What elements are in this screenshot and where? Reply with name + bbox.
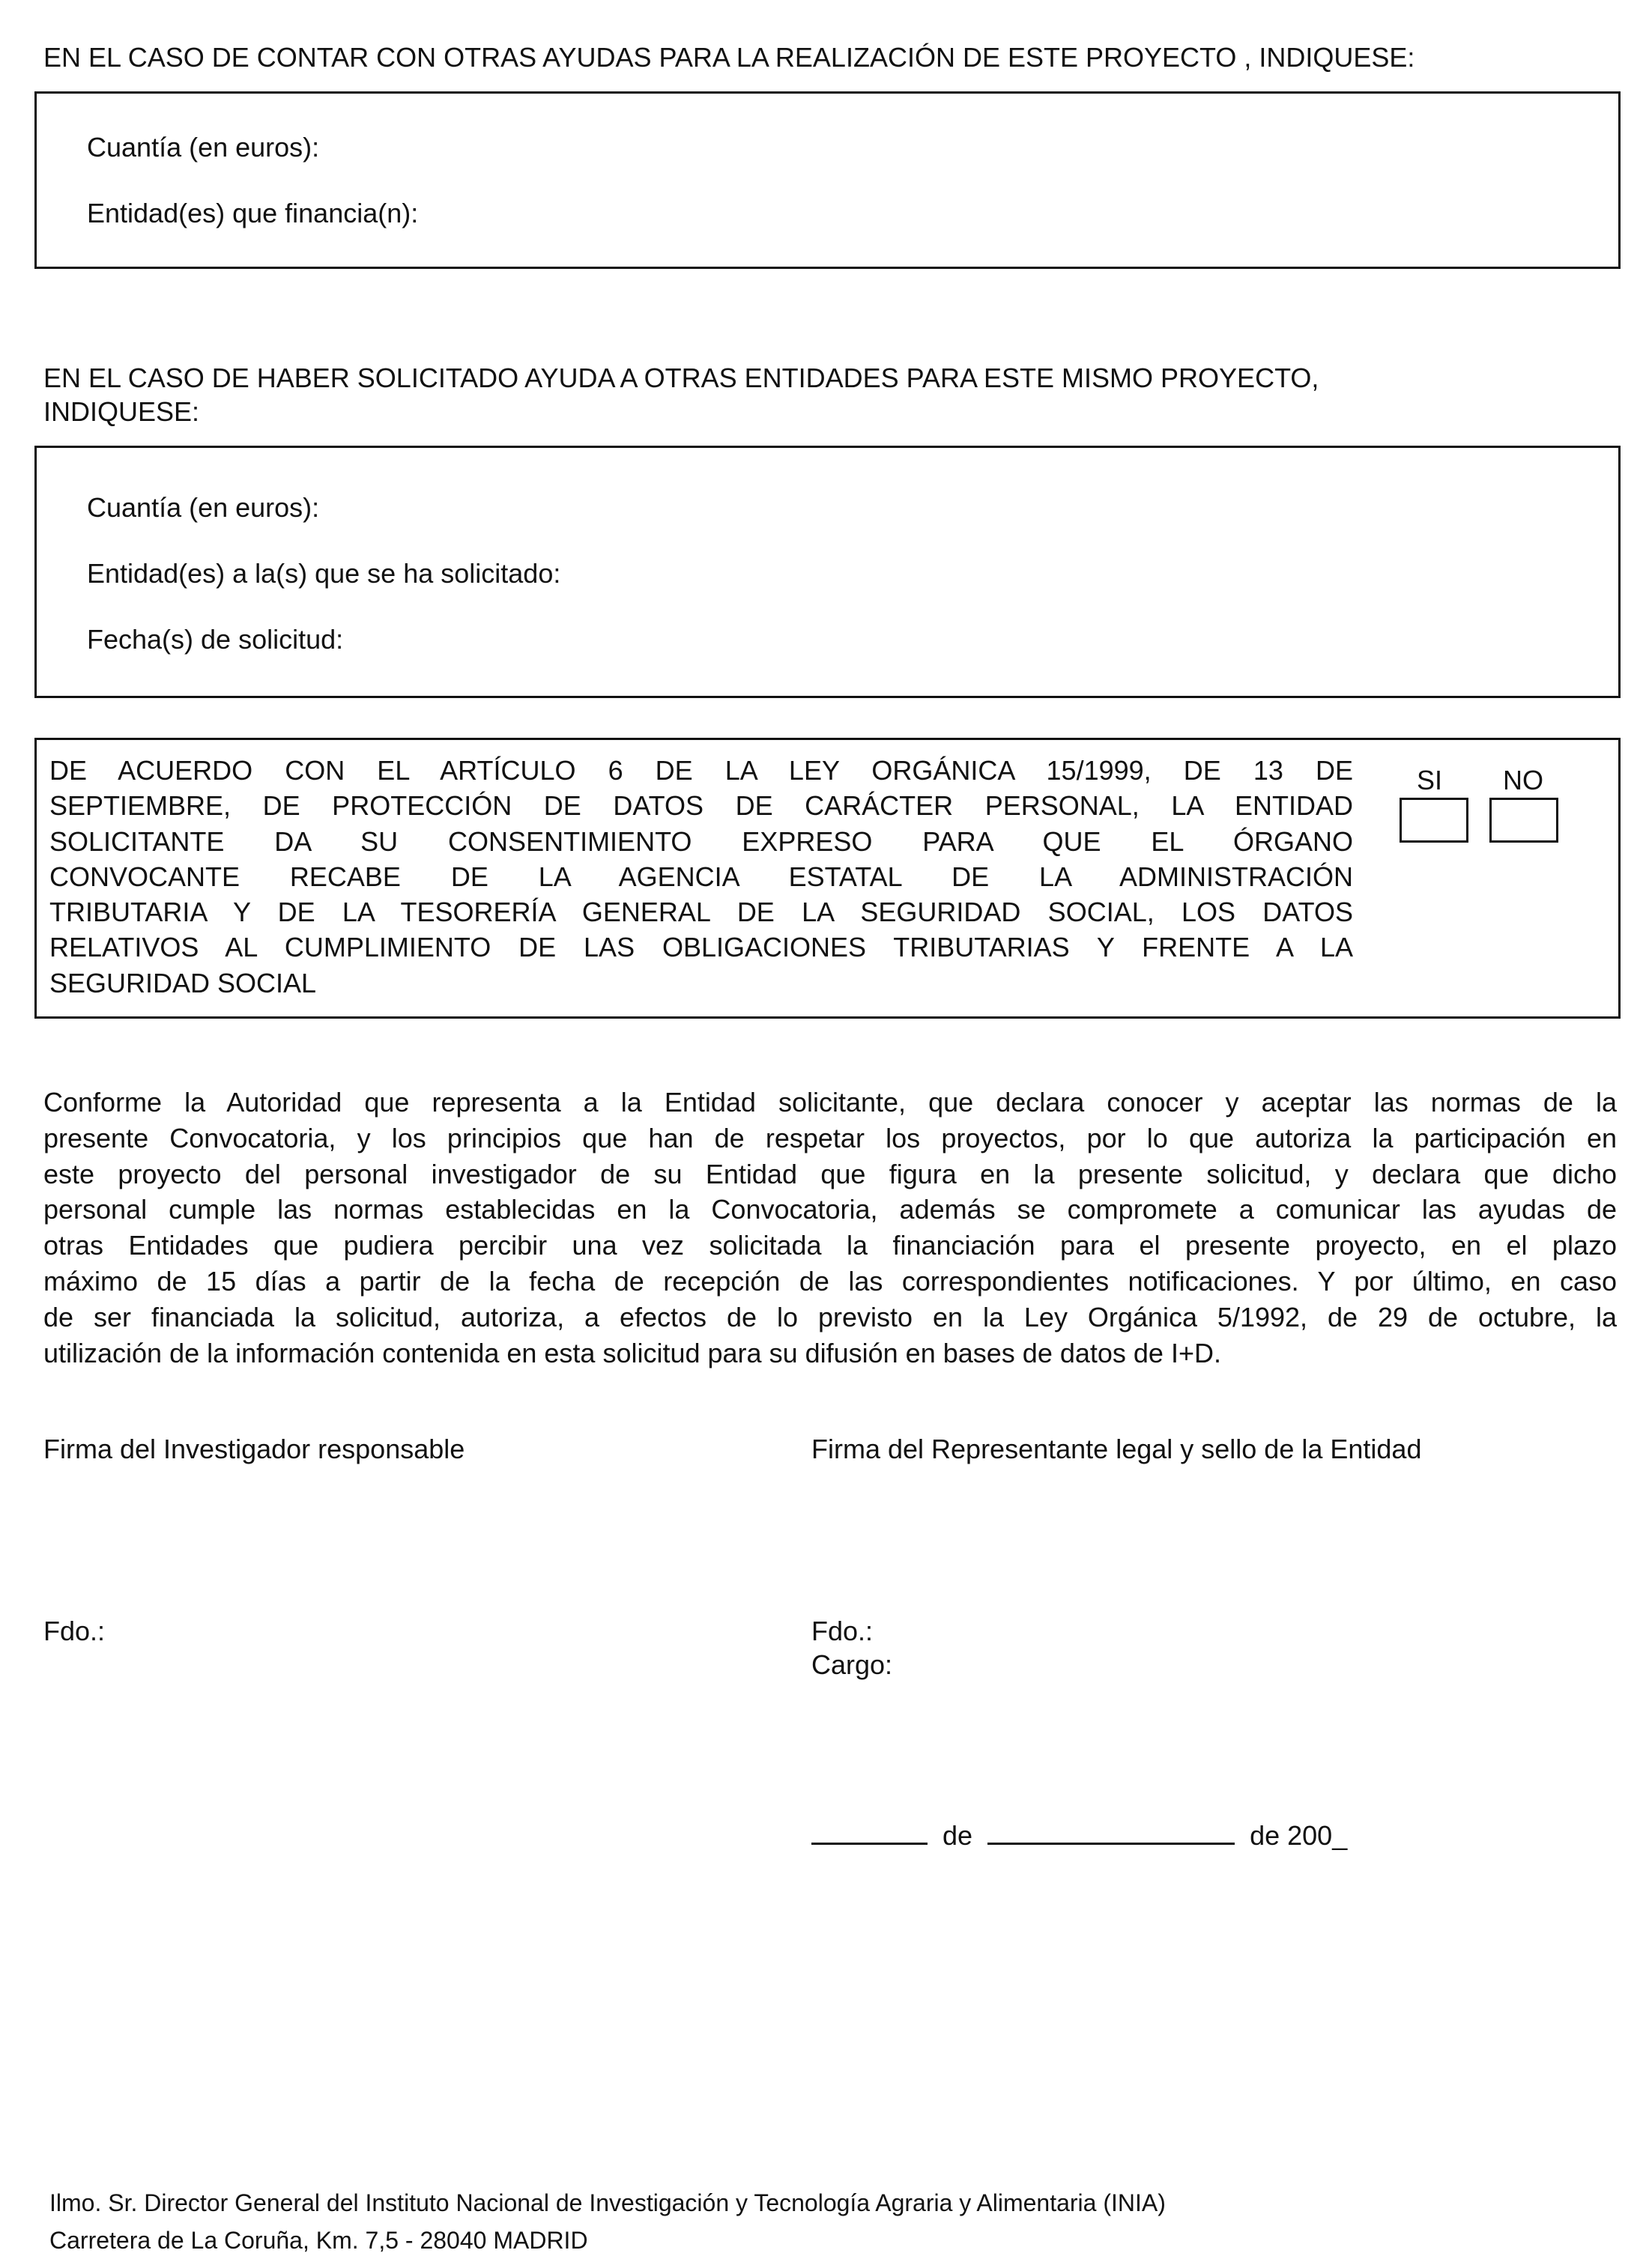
consent-line: DE ACUERDO CON EL ARTÍCULO 6 DE LA LEY ORGÁNICA 15/1999, DE 13 DE (49, 755, 1353, 786)
date-de-1: de (943, 1820, 973, 1851)
consent-line: CONVOCANTE RECABE DE LA AGENCIA ESTATAL DE LA ADMINISTRACIÓN (49, 861, 1353, 892)
consent-line: SEGURIDAD SOCIAL (49, 967, 317, 998)
declaration-line: Conforme la Autoridad que representa a la Entidad solicitante, que declara conocer y aceptar las normas de la (43, 1087, 1617, 1118)
other-funding-amount-field[interactable]: Cuantía (en euros): (87, 132, 320, 163)
consent-line: RELATIVOS AL CUMPLIMIENTO DE LAS OBLIGACIONES TRIBUTARIAS Y FRENTE A LA (49, 932, 1353, 963)
declaration-line: de ser financiada la solicitud, autoriza, a efectos de lo previsto en la Ley Orgánica 5/1992, de 29 de octubre, la (43, 1301, 1617, 1332)
investigator-fdo-field[interactable]: Fdo.: (43, 1616, 106, 1646)
declaration-line: personal cumple las normas establecidas en la Convocatoria, además se compromete a comunicar las ayudas de (43, 1194, 1617, 1225)
requested-aid-heading-line2: INDIQUESE: (43, 396, 200, 427)
requested-aid-date-field[interactable]: Fecha(s) de solicitud: (87, 624, 344, 655)
other-funding-heading: EN EL CASO DE CONTAR CON OTRAS AYUDAS PARA LA REALIZACIÓN DE ESTE PROYECTO , INDIQUESE: (43, 42, 1415, 73)
footer-address: Carretera de La Coruña, Km. 7,5 - 28040 MADRID (49, 2227, 588, 2254)
day-blank[interactable] (811, 1817, 928, 1845)
requested-aid-amount-field[interactable]: Cuantía (en euros): (87, 492, 320, 523)
consent-line: SEPTIEMBRE, DE PROTECCIÓN DE DATOS DE CARÁCTER PERSONAL, LA ENTIDAD (49, 790, 1353, 822)
declaration-line: otras Entidades que pudiera percibir una vez solicitada la financiación para el presente proyecto, en el plazo (43, 1230, 1617, 1261)
month-blank[interactable] (987, 1817, 1235, 1845)
representative-fdo-field[interactable]: Fdo.: (811, 1616, 874, 1646)
requested-aid-heading-line1: EN EL CASO DE HABER SOLICITADO AYUDA A OTRAS ENTIDADES PARA ESTE MISMO PROYECTO, (43, 363, 1319, 393)
requested-aid-box (34, 446, 1621, 698)
consent-yes-label: SI (1417, 765, 1443, 795)
declaration-paragraph (43, 1085, 1617, 1371)
consent-line: TRIBUTARIA Y DE LA TESORERÍA GENERAL DE LA SEGURIDAD SOCIAL, LOS DATOS (49, 897, 1353, 928)
requested-aid-entities-field[interactable]: Entidad(es) a la(s) que se ha solicitado: (87, 558, 561, 589)
declaration-line: este proyecto del personal investigador de su Entidad que figura en la presente solicitud, y declara que dicho (43, 1158, 1617, 1189)
data-consent-text (49, 753, 1353, 1001)
consent-line: SOLICITANTE DA SU CONSENTIMIENTO EXPRESO PARA QUE EL ÓRGANO (49, 825, 1353, 857)
signature-date-line (811, 1817, 1347, 1851)
representative-cargo-field[interactable]: Cargo: (811, 1649, 893, 1680)
footer-addressee: Ilmo. Sr. Director General del Instituto Nacional de Investigación y Tecnología Agraria y Alimentaria (INIA) (49, 2189, 1166, 2216)
declaration-line: máximo de 15 días a partir de la fecha de recepción de las correspondientes notificaciones. Y por último, en caso (43, 1265, 1617, 1297)
date-de-2: de 200_ (1250, 1820, 1348, 1851)
consent-no-label: NO (1503, 765, 1543, 795)
declaration-line: presente Convocatoria, y los principios que han de respetar los proyectos, por lo que autoriza la participación en (43, 1122, 1617, 1153)
representative-signature-label: Firma del Representante legal y sello de la Entidad (811, 1434, 1422, 1464)
investigator-signature-label: Firma del Investigador responsable (43, 1434, 465, 1464)
consent-no-checkbox[interactable] (1489, 798, 1558, 843)
other-funding-entities-field[interactable]: Entidad(es) que financia(n): (87, 198, 419, 228)
other-funding-box (34, 91, 1621, 269)
declaration-line: utilización de la información contenida en esta solicitud para su difusión en bases de datos de I+D. (43, 1337, 1221, 1368)
consent-yes-checkbox[interactable] (1400, 798, 1468, 843)
